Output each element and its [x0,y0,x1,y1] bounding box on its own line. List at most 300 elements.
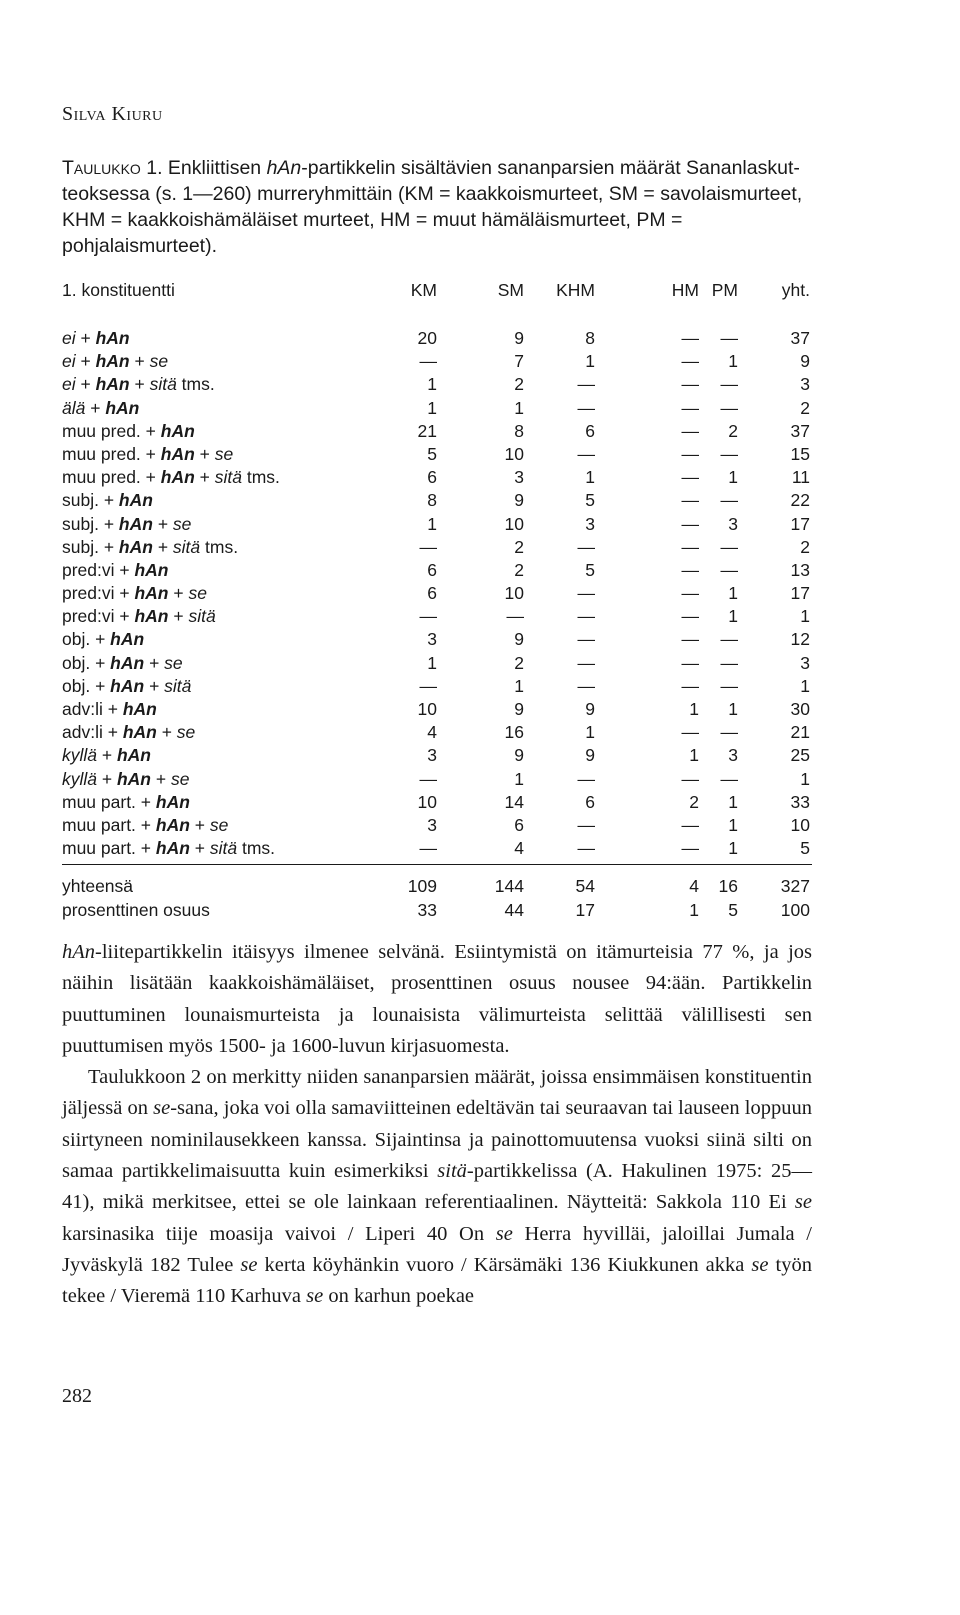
cell-km: 6 [427,559,437,580]
label-segment: + [75,374,96,395]
cell-sm: 2 [514,559,524,580]
cell-khm: — [577,652,595,673]
caption-number: 1. Enkliittisen [140,157,267,179]
running-header: Silva Kiuru [62,103,163,125]
cell-pm: 2 [728,420,738,441]
paragraph [62,937,812,1062]
label-segment: + [144,652,165,673]
paragraph-segment: -partikkelissa (A. Hakulinen 1975: 25—41), mikä merkitsee, ettei se ole lainkaan referentiaalinen. Näytteitä: Sakkola 110 Ei [62,1160,812,1214]
cell-hm: — [681,629,699,650]
label-segment: sitä [172,536,201,557]
cell-km: — [419,768,437,789]
row-label [62,792,190,813]
cell-khm: — [577,838,595,859]
cell-khm: 9 [585,745,595,766]
cell-khm: 17 [575,899,595,920]
cell-khm: 8 [585,328,595,348]
label-segment: ei [62,374,76,395]
row-label [62,398,139,419]
label-segment: se [149,351,169,372]
cell-sm: 2 [514,536,524,557]
row-label [62,560,169,581]
label-segment: muu pred. + [62,467,161,488]
label-segment: sitä [164,675,192,696]
cell-khm: — [577,675,595,696]
cell-khm: — [577,443,595,464]
cell-khm: 1 [585,467,595,488]
label-segment: hAn [160,420,195,441]
label-segment: hAn [116,768,151,789]
cell-hm: — [681,374,699,395]
table-row [62,514,812,537]
label-segment: + [144,675,165,696]
label-segment: adv:li + [62,699,123,719]
cell-total: 15 [790,443,810,464]
cell-total: 37 [790,420,810,441]
cell-sm: 9 [514,328,524,348]
label-segment: + [151,768,171,789]
cell-pm: 5 [728,899,738,920]
cell-khm: 54 [575,876,595,897]
paragraph-segment: se [794,1191,812,1214]
paragraph-segment: karsinasika tiije moasija vaivoi / Liperi 40 On [62,1222,496,1245]
row-label: prosenttinen osuus [62,899,210,920]
row-label [62,653,183,674]
cell-pm: — [720,629,738,650]
label-segment: muu part. + [62,838,156,859]
cell-pm: — [720,328,738,348]
table-totals [62,876,812,922]
row-label [62,769,189,790]
caption-lead: Taulukko [62,157,141,179]
paragraph-segment: työn tekee / Vieremä 110 Karhuva [62,1253,812,1308]
cell-total: 10 [790,814,810,835]
cell-hm: — [681,490,699,511]
label-segment: se [209,814,229,835]
cell-hm: — [681,768,699,789]
cell-hm: 2 [689,791,699,812]
cell-sm: 1 [514,768,524,789]
cell-sm: 9 [514,699,524,719]
table-row [62,467,812,490]
cell-km: 3 [427,629,437,650]
label-segment: hAn [118,513,153,534]
cell-hm: — [681,722,699,743]
label-segment: hAn [105,397,140,418]
table-row [62,699,812,722]
cell-km: 1 [427,374,437,395]
label-segment: sitä [209,838,238,859]
row-label [62,629,144,650]
label-segment: muu part. + [62,791,156,812]
label-segment: hAn [118,536,153,557]
cell-pm: 3 [728,513,738,534]
header-khm: KHM [556,280,595,300]
label-segment: hAn [134,583,169,604]
cell-total: 12 [790,629,810,650]
label-segment: + [168,606,189,627]
cell-km: 33 [417,899,437,920]
cell-khm: 9 [585,699,595,719]
cell-total: 2 [800,397,810,418]
cell-sm: 144 [494,876,524,897]
paragraph-segment: -sana, joka voi olla samaviitteinen edeltävän tai seuraavan tai lauseen loppuun siirtyneen nominilausekkeen kanssa. Sijaintinsa ja painottomuutensa vuoksi siinä silti on samaa partikkelimaisuutta kuin esimerkiksi [62,1097,812,1183]
cell-sm: 8 [514,420,524,441]
label-segment: + [189,838,210,859]
cell-km: 10 [417,699,437,719]
row-label [62,745,151,766]
cell-pm: — [720,397,738,418]
table-row [62,900,812,923]
row-label [62,676,191,697]
cell-pm: 16 [718,876,738,897]
cell-total: 1 [800,606,810,627]
table-row [62,769,812,792]
cell-km: — [419,675,437,696]
cell-sm: 9 [514,629,524,650]
label-segment: tms. [237,838,276,859]
cell-total: 25 [790,745,810,766]
cell-pm: — [720,559,738,580]
cell-pm: — [720,675,738,696]
label-segment: obj. + [62,675,111,696]
label-segment: obj. + [62,629,111,650]
label-segment: kyllä [62,768,98,789]
cell-pm: 1 [728,699,738,719]
cell-km: — [419,351,437,372]
row-label [62,351,168,372]
row-label [62,328,130,349]
row-label [62,444,233,465]
label-segment: hAn [134,559,169,580]
label-segment: + [189,814,210,835]
paragraph-segment: se [495,1222,513,1245]
cell-hm: — [681,328,699,348]
label-segment: hAn [95,351,130,372]
table-body [62,328,812,861]
cell-total: 2 [800,536,810,557]
label-segment: muu pred. + [62,443,161,464]
label-segment: muu pred. + [62,420,161,441]
cell-total: 3 [800,652,810,673]
row-label [62,815,228,836]
cell-km: — [419,838,437,859]
cell-hm: — [681,559,699,580]
row-label [62,583,207,604]
header-km: KM [410,280,437,300]
cell-pm: — [720,443,738,464]
label-segment: hAn [95,374,130,395]
cell-hm: — [681,443,699,464]
frequency-table [62,280,812,923]
label-segment: tms. [176,374,215,395]
table-row [62,676,812,699]
label-segment: + [97,768,117,789]
table-row [62,838,812,861]
cell-khm: — [577,606,595,627]
cell-hm: — [681,838,699,859]
paragraph-segment: kerta köyhänkin vuoro / Kärsämäki 136 Kiukkunen akka [257,1253,752,1276]
cell-hm: — [681,467,699,488]
label-segment: se [172,513,192,534]
label-segment: obj. + [62,652,111,673]
label-segment: + [194,467,215,488]
label-segment: hAn [160,467,195,488]
header-pm: PM [711,280,738,300]
label-segment: muu part. + [62,814,156,835]
cell-khm: 6 [585,791,595,812]
cell-km: 10 [417,791,437,812]
paragraph-segment: Herra hyvilläi, jaloillai Jumala / Jyväskylä 182 Tulee [62,1222,812,1276]
cell-hm: — [681,606,699,627]
label-segment: sitä [149,374,177,395]
cell-km: 1 [427,652,437,673]
label-segment: se [170,768,190,789]
cell-pm: 1 [728,467,738,488]
label-segment: se [176,722,196,743]
cell-pm: 1 [728,583,738,604]
label-segment: sitä [188,606,216,627]
cell-hm: — [681,397,699,418]
cell-km: 1 [427,513,437,534]
label-segment: subj. + [62,513,119,534]
label-segment: ei [62,328,76,348]
cell-total: 9 [800,351,810,372]
cell-total: 11 [791,467,810,488]
cell-sm: 44 [504,899,524,920]
cell-total: 1 [800,768,810,789]
cell-hm: — [681,583,699,604]
cell-hm: — [681,351,699,372]
cell-total: 30 [790,699,810,719]
paragraph-segment: se [306,1285,324,1308]
cell-total: 3 [800,374,810,395]
cell-pm: 1 [728,814,738,835]
cell-khm: 1 [585,351,595,372]
table-row [62,606,812,629]
label-segment: ei [62,351,76,372]
cell-khm: — [577,583,595,604]
caption-rest: -partikkelin sisältävien sananparsien määrät Sananlaskut-teoksessa (s. 1—260) murreryhmittäin (KM = kaakkoismurteet, SM = savolaismurteet, KHM = kaakkoishämäläiset murteet, HM = muut hämäläismurteet, PM = pohjalaismurteet). [62,157,803,257]
table-row [62,583,812,606]
table-row [62,328,812,351]
cell-km: 4 [427,722,437,743]
cell-pm: 1 [728,838,738,859]
cell-sm: 1 [514,675,524,696]
cell-pm: — [720,490,738,511]
row-label [62,537,238,558]
label-segment: hAn [95,328,130,348]
label-segment: hAn [160,443,195,464]
cell-hm: — [681,652,699,673]
label-segment: hAn [116,745,151,766]
cell-total: 13 [790,559,810,580]
cell-khm: 1 [585,722,595,743]
paragraph-segment: -liitepartikkelin itäisyys ilmenee selvänä. Esiintymistä on itämurteisia 77 %, ja jos näihin lisätään kaakkoishämäläiset, prosenttinen osuus nousee 94:ään. Partikkelin puuttuminen lounaismurteista ja lounaisista välimurteista selittää välillisesti sen puuttumisen myös 1500- ja 1600-luvun kirjasuomesta. [62,941,812,1057]
label-segment: + [75,351,96,372]
table-row [62,653,812,676]
cell-pm: — [720,652,738,673]
label-segment: + [85,397,106,418]
cell-total: 33 [790,791,810,812]
table-row [62,421,812,444]
label-segment: pred:vi + [62,583,135,604]
cell-hm: — [681,536,699,557]
row-label [62,490,153,511]
table-header-row [62,280,812,306]
label-segment: se [164,652,183,673]
cell-total: 1 [800,675,810,696]
body-text [62,937,812,1313]
label-segment: subj. + [62,536,119,557]
cell-khm: — [577,814,595,835]
label-segment: se [188,583,207,604]
cell-sm: 1 [514,397,524,418]
cell-km: — [419,606,437,627]
row-label: yhteensä [62,876,134,897]
table-row [62,792,812,815]
cell-khm: 5 [585,490,595,511]
table-row [62,490,812,513]
row-label [62,699,157,720]
table-row [62,745,812,768]
table-row [62,444,812,467]
label-segment: hAn [122,699,157,719]
table-row [62,560,812,583]
cell-pm: — [720,374,738,395]
label-segment: pred:vi + [62,606,135,627]
label-segment: hAn [134,606,169,627]
label-segment: + [194,443,215,464]
row-label [62,374,215,395]
cell-hm: — [681,513,699,534]
cell-sm: 3 [514,467,524,488]
label-segment: hAn [118,490,153,511]
cell-pm: — [720,722,738,743]
table-caption [62,155,812,259]
label-segment: + [168,583,189,604]
table-row [62,537,812,560]
paragraph-segment: se [153,1097,171,1120]
cell-sm: 10 [504,583,524,604]
label-segment: + [75,328,96,348]
label-segment: + [129,374,150,395]
cell-pm: 1 [728,606,738,627]
cell-sm: — [506,606,524,627]
cell-sm: 10 [504,443,524,464]
cell-sm: 9 [514,490,524,511]
row-label [62,606,216,627]
header-constituent: 1. konstituentti [62,280,175,300]
table-row [62,398,812,421]
cell-khm: 6 [585,420,595,441]
paragraph-segment: on karhun poekae [323,1285,475,1308]
paragraph-segment: se [751,1253,769,1276]
label-segment: se [214,443,234,464]
paragraph-segment: sitä [437,1160,467,1183]
header-sm: SM [497,280,524,300]
cell-sm: 9 [514,745,524,766]
label-segment: hAn [155,814,190,835]
cell-sm: 6 [514,814,524,835]
cell-khm: — [577,629,595,650]
cell-sm: 4 [514,838,524,859]
cell-km: 1 [427,397,437,418]
header-hm: HM [671,280,699,300]
label-segment: + [97,745,117,766]
table-rule [62,864,812,865]
cell-total: 37 [790,328,810,348]
cell-km: 20 [417,328,437,348]
cell-sm: 2 [514,652,524,673]
label-segment: hAn [110,629,145,650]
label-segment: subj. + [62,490,119,511]
cell-total: 22 [790,490,810,511]
row-label [62,421,195,442]
row-label [62,722,195,743]
label-segment: hAn [155,791,190,812]
paragraph-segment: Taulukkoon 2 on merkitty niiden sananparsien määrät, joissa ensimmäisen konstituentin jäljessä on [62,1066,812,1120]
paragraph [62,1062,812,1312]
label-segment: + [156,722,177,743]
cell-pm: 3 [728,745,738,766]
table-row [62,876,812,899]
label-segment: + [152,513,173,534]
label-segment: kyllä [62,745,98,766]
cell-sm: 10 [504,513,524,534]
cell-hm: — [681,814,699,835]
row-label [62,514,191,535]
cell-km: — [419,536,437,557]
cell-km: 5 [427,443,437,464]
label-segment: pred:vi + [62,559,135,580]
cell-km: 3 [427,814,437,835]
table-row [62,374,812,397]
cell-khm: 3 [585,513,595,534]
table-row [62,815,812,838]
cell-khm: — [577,397,595,418]
paragraph-segment: se [240,1253,258,1276]
cell-sm: 2 [514,374,524,395]
row-label [62,467,280,488]
table-row [62,722,812,745]
cell-khm: — [577,536,595,557]
label-segment: älä [62,397,86,418]
cell-sm: 16 [504,722,524,743]
caption-han: hAn [266,157,302,179]
cell-hm: 1 [689,899,699,920]
cell-km: 6 [427,583,437,604]
cell-pm: — [720,536,738,557]
cell-total: 17 [790,513,810,534]
cell-total: 17 [790,583,810,604]
cell-khm: — [577,768,595,789]
cell-km: 3 [427,745,437,766]
cell-hm: 1 [689,745,699,766]
cell-km: 8 [427,490,437,511]
cell-total: 5 [800,838,810,859]
label-segment: hAn [122,722,157,743]
label-segment: hAn [110,652,145,673]
cell-khm: 5 [585,559,595,580]
label-segment: tms. [241,467,280,488]
cell-sm: 7 [514,351,524,372]
cell-total: 100 [780,899,810,920]
page-number: 282 [62,1385,92,1407]
row-label [62,838,275,859]
label-segment: tms. [200,536,239,557]
table-row [62,351,812,374]
